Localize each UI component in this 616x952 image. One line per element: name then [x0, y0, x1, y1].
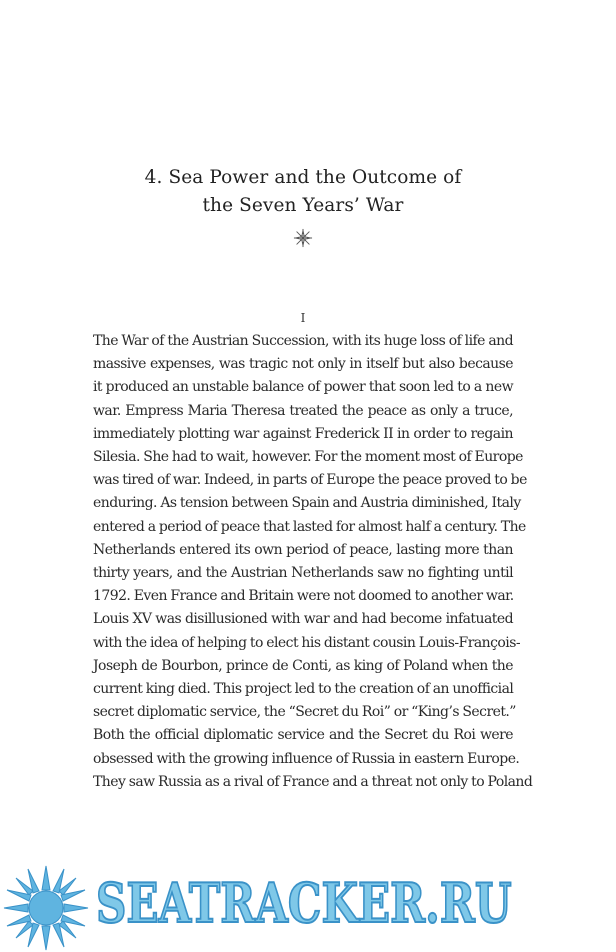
- sun-icon: [2, 864, 90, 952]
- body-text: [93, 330, 533, 794]
- compass-rose-icon: [293, 228, 313, 248]
- body-line: Netherlands entered its own period of peace, lasting more than: [93, 541, 513, 558]
- body-line: was tired of war. Indeed, in parts of Europe the peace proved to be: [93, 472, 527, 489]
- body-line: Joseph de Bourbon, prince de Conti, as king of Poland when the: [93, 657, 513, 674]
- body-line: Both the official diplomatic service and the Secret du Roi were: [93, 727, 513, 744]
- body-line: thirty years, and the Austrian Netherlands saw no fighting until: [93, 565, 513, 582]
- watermark: [0, 858, 616, 952]
- watermark-text: SEATRACKER.RU: [96, 871, 512, 935]
- body-line: enduring. As tension between Spain and Austria diminished, Italy: [93, 495, 521, 512]
- chapter-title-line-2: the Seven Years’ War: [202, 195, 404, 216]
- body-line: immediately plotting war against Frederick II in order to regain: [93, 425, 513, 442]
- section-number: I: [300, 311, 306, 325]
- chapter-title-line-1: 4. Sea Power and the Outcome of: [144, 167, 462, 188]
- body-line: 1792. Even France and Britain were not doomed to another war.: [93, 588, 514, 605]
- body-line: with the idea of helping to elect his distant cousin Louis-François-: [93, 634, 521, 651]
- body-line: current king died. This project led to the creation of an unofficial: [93, 681, 514, 698]
- body-line: it produced an unstable balance of power that soon led to a new: [93, 379, 513, 396]
- body-line: entered a period of peace that lasted for almost half a century. The: [93, 518, 526, 535]
- body-line: massive expenses, was tragic not only in itself but also because: [93, 356, 513, 373]
- body-line: obsessed with the growing influence of Russia in eastern Europe.: [93, 750, 520, 767]
- body-line: Silesia. She had to wait, however. For the moment most of Europe: [93, 449, 523, 466]
- body-line: war. Empress Maria Theresa treated the peace as only a truce,: [93, 402, 513, 419]
- body-line: They saw Russia as a rival of France and a threat not only to Poland: [93, 773, 533, 790]
- body-line: The War of the Austrian Succession, with its huge loss of life and: [93, 333, 513, 349]
- body-line: secret diplomatic service, the “Secret du Roi” or “King’s Secret.”: [93, 704, 516, 721]
- chapter-title: [60, 164, 546, 220]
- body-line: Louis XV was disillusioned with war and had become infatuated: [93, 611, 513, 628]
